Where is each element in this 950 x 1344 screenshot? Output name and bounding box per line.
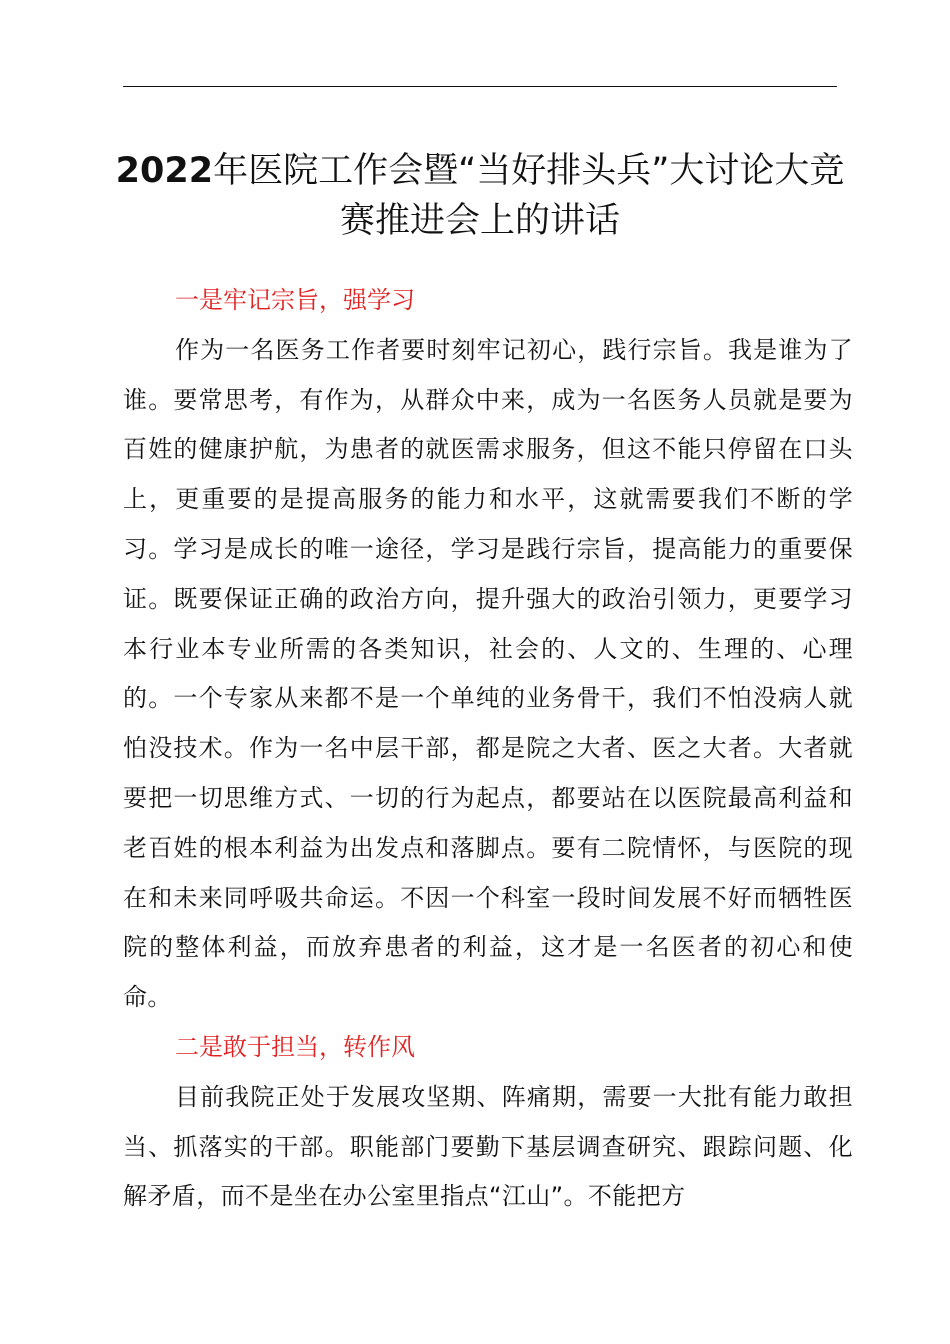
document-title [100, 146, 860, 246]
section-paragraph-2: 目前我院正处于发展攻坚期、阵痛期，需要一大批有能力敢担当、抓落实的干部。职能部门要勤下基层调查研究、跟踪问题、化解矛盾，而不是坐在办公室里指点“江山”。不能把方 [123, 1082, 853, 1211]
title-year: 2022 [115, 151, 214, 191]
section-heading-2: 二是敢于担当，转作风 [175, 1032, 415, 1061]
document-body [123, 276, 853, 1222]
header-rule [123, 86, 837, 87]
section-heading-1: 一是牢记宗旨，强学习 [175, 286, 415, 314]
section-paragraph-1: 作为一名医务工作者要时刻牢记初心，践行宗旨。我是谁为了谁。要常思考，有作为，从群众中来，成为一名医务人员就是要为百姓的健康护航，为患者的就医需求服务，但这不能只停留在口头上，更重要的是提高服务的能力和水平，这就需要我们不断的学习。学习是成长的唯一途径，学习是践行宗旨，提高能力的重要保证。既要保证正确的政治方向，提升强大的政治引领力，更要学习本行业本专业所需的各类知识，社会的、人文的、生理的、心理的。一个专家从来都不是一个单纯的业务骨干，我们不怕没病人就怕没技术。作为一名中层干部，都是院之大者、医之大者。大者就要把一切思维方式、一切的行为起点，都要站在以医院最高利益和老百姓的根本利益为出发点和落脚点。要有二院情怀，与医院的现在和未来同呼吸共命运。不因一个科室一段时间发展不好而牺牲医院的整体利益，而放弃患者的利益，这才是一名医者的初心和使命。 [123, 335, 853, 1012]
title-text: 年医院工作会暨“当好排头兵”大讨论大竞赛推进会上的讲话 [213, 151, 845, 241]
